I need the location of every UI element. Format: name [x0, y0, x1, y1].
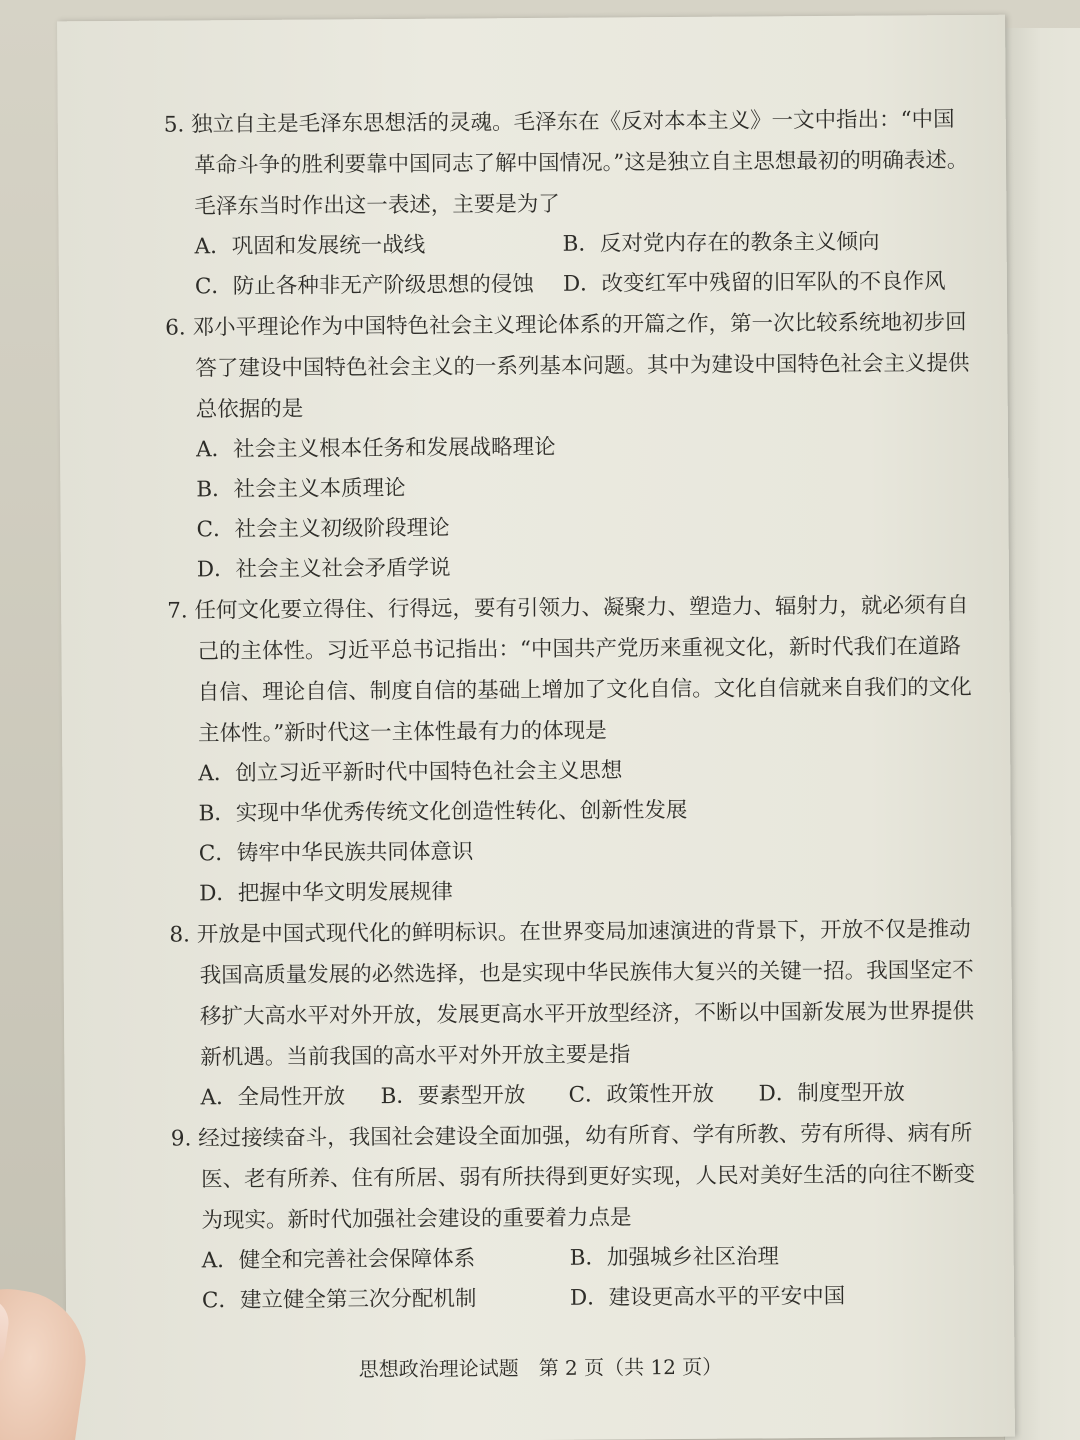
- question-7: [167, 585, 1019, 915]
- question-8-line-3: 移扩大高水平对外开放，发展更高水平开放型经济，不断以中国新发展为世界提供: [199, 998, 975, 1030]
- option-7c: C．铸牢中华民族共同体意识: [198, 839, 474, 867]
- option-6a: A．社会主义根本任务和发展战略理论: [195, 434, 556, 463]
- question-7-line-4: 主体性。”新时代这一主体性最有力的体现是: [197, 718, 607, 747]
- question-9-options: [172, 1236, 1023, 1322]
- question-9: [171, 1113, 1022, 1322]
- question-8-line-2: 我国高质量发展的必然选择，也是实现中华民族伟大复兴的关键一招。我国坚定不: [199, 957, 974, 989]
- question-8-line-1: 8. 开放是中国式现代化的鲜明标识。在世界变局加速演进的背景下，开放不仅是推动: [169, 916, 971, 948]
- question-6-line-2: 答了建设中国特色社会主义的一系列基本问题。其中为建设中国特色社会主义提供: [195, 350, 970, 382]
- option-8c: C．政策性开放: [568, 1081, 715, 1108]
- question-9-line-2: 医、老有所养、住有所居、弱有所扶得到更好实现，人民对美好生活的向往不断变: [201, 1161, 976, 1193]
- option-8a: A．全局性开放: [200, 1084, 346, 1111]
- option-8d: D．制度型开放: [758, 1080, 905, 1107]
- option-6c: C．社会主义初级阶段理论: [196, 515, 450, 543]
- option-9c: C．建立健全第三次分配机制: [201, 1286, 477, 1314]
- option-5b: B．反对党内存在的教条主义倾向: [562, 229, 880, 257]
- page-footer: 思想政治理论试题 第 2 页（共 12 页）: [358, 1354, 723, 1382]
- option-9d: D．建设更高水平的平安中国: [569, 1283, 846, 1311]
- question-9-line-1: 9. 经过接续奋斗，我国社会建设全面加强，幼有所育、学有所教、劳有所得、病有所: [170, 1120, 973, 1152]
- question-7-line-1: 7. 任何文化要立得住、行得远，要有引领力、凝聚力、塑造力、辐射力，就必须有自: [167, 592, 969, 624]
- question-5-options: [164, 222, 1015, 308]
- option-9b: B．加强城乡社区治理: [569, 1244, 780, 1271]
- option-6d: D．社会主义社会矛盾学说: [196, 555, 451, 583]
- question-8: [169, 909, 1020, 1119]
- option-6b: B．社会主义本质理论: [196, 475, 406, 503]
- question-7-line-2: 己的主体性。习近平总书记指出：“中国共产党历来重视文化，新时代我们在道路: [197, 634, 962, 665]
- question-9-line-3: 为现实。新时代加强社会建设的重要着力点是: [201, 1205, 632, 1234]
- option-7b: B．实现中华优秀传统文化创造性转化、创新性发展: [198, 797, 688, 827]
- option-5a: A．巩固和发展统一战线: [194, 232, 426, 260]
- question-6-line-1: 6. 邓小平理论作为中国特色社会主义理论体系的开篇之作，第一次比较系统地初步回: [165, 309, 967, 341]
- question-5-line-1: 5. 独立自主是毛泽东思想活的灵魂。毛泽东在《反对本本主义》一文中指出：“中国: [163, 107, 955, 138]
- option-7d: D．把握中华文明发展规律: [199, 879, 453, 907]
- option-8b: B．要素型开放: [380, 1083, 526, 1110]
- option-5c: C．防止各种非无产阶级思想的侵蚀: [194, 272, 534, 300]
- question-6-options: [166, 425, 1017, 591]
- question-6: [165, 302, 1017, 591]
- option-5d: D．改变红军中残留的旧军队的不良作风: [562, 269, 946, 297]
- question-7-line-3: 自信、理论自信、制度自信的基础上增加了文化自信。文化自信就来自我们的文化: [197, 674, 972, 706]
- question-6-line-3: 总依据的是: [195, 396, 304, 423]
- question-5-line-2: 革命斗争的胜利要靠中国同志了解中国情况。”这是独立自主思想最初的明确表述。: [193, 147, 969, 179]
- question-list: [164, 99, 1022, 1322]
- thumbnail-nail: [0, 1294, 12, 1370]
- question-8-options: [170, 1073, 1020, 1119]
- option-7a: A．创立习近平新时代中国特色社会主义思想: [198, 758, 623, 787]
- question-8-line-4: 新机遇。当前我国的高水平对外开放主要是指: [200, 1042, 631, 1071]
- question-5-line-3: 毛泽东当时作出这一表述，主要是为了: [194, 191, 560, 220]
- question-5: [164, 99, 1015, 308]
- exam-page: [57, 15, 1015, 1440]
- question-7-options: [168, 749, 1019, 915]
- option-9a: A．健全和完善社会保障体系: [201, 1246, 476, 1274]
